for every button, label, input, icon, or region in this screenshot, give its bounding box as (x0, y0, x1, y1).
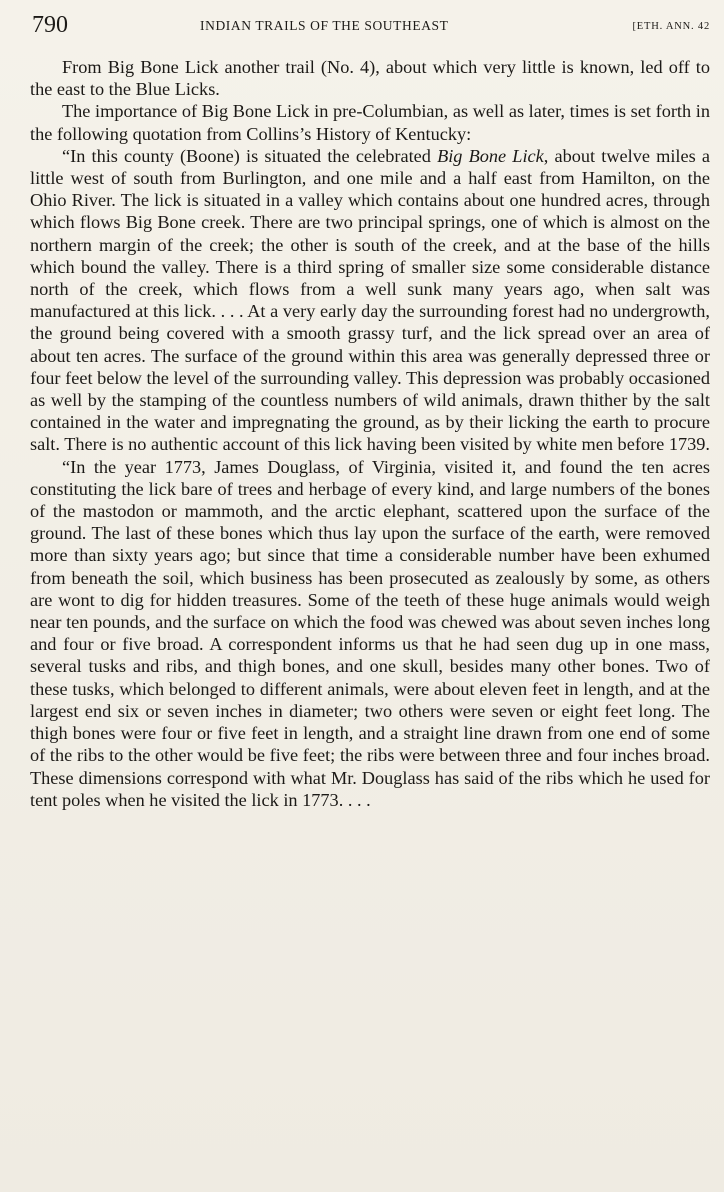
quotation-text-rest: , about twelve miles a little west of south from Burlington, and one mile and a half east from Hamilton, on the Ohio River. The lick is situated in a valley which contains about one hundred acres, through which flows Big Bone creek. There are two principal springs, one of which is almost on the northern margin of the creek; the other is south of the creek, and at the base of the hills which bound the valley. There is a third spring of smaller size some considerable distance north of the creek, which flows from a well sunk many years ago, when salt was manufactured at this lick. . . . At a very early day the surrounding forest had no undergrowth, the ground being covered with a smooth grassy turf, and the lick spread over an area of about ten acres. The surface of the ground within this area was generally depressed three or four feet below the level of the surrounding valley. This depression was probably occasioned as well by the stamping of the countless numbers of wild animals, drawn thither by the salt contained in the water and impregnating the ground, as by their licking the earth to procure salt. There is no authentic account of this lick having been visited by white men before 1739. (30, 145, 710, 455)
paragraph-importance: The importance of Big Bone Lick in pre-Columbian, as well as later, times is set forth in the following quotation from Collins’s History of Kentucky: (30, 101, 710, 144)
paragraph-quotation-1773: “In the year 1773, James Douglass, of Virginia, visited it, and found the ten acres constituting the lick bare of trees and herbage of every kind, and large numbers of the bones of the mastodon or mammoth, and the arctic elephant, scattered upon the surface of the ground. The last of these bones which thus lay upon the surface of the earth, were removed more than sixty years ago; but since that time a considerable number have been exhumed from beneath the soil, which business has been prosecuted as zealously by some, as others are wont to dig for hidden treasures. Some of the teeth of these huge animals would weigh near ten pounds, and the surface on which the food was chewed was about seven inches long and four or five broad. A correspondent informs us that he had seen dug up in one mass, several tusks and ribs, and thigh bones, and one skull, besides many other bones. Two of these tusks, which belonged to different animals, were about eleven feet in length, and at the largest end six or seven inches in diameter; two others were seven or eight feet long. The thigh bones were four or five feet in length, and a straight line drawn from one end of some of the ribs to the other would be five feet; the ribs were between three and four inches broad. These dimensions correspond with what Mr. Douglass has said of the ribs which he used for tent poles when he visited the lick in 1773. . . . (30, 456, 710, 810)
running-title: INDIAN TRAILS OF THE SOUTHEAST (200, 18, 449, 33)
page-number: 790 (32, 12, 68, 38)
body-text (30, 56, 710, 811)
running-note: [ETH. ANN. 42 (632, 21, 710, 32)
italic-place-name: Big Bone Lick (437, 145, 544, 166)
page-header (32, 10, 710, 40)
paragraph-quotation-boone (30, 145, 710, 456)
quotation-text-start: “In this county (Boone) is situated the celebrated (62, 145, 438, 166)
paragraph-big-bone-trail: From Big Bone Lick another trail (No. 4), about which very little is known, led off to the east to the Blue Licks. (30, 57, 710, 100)
